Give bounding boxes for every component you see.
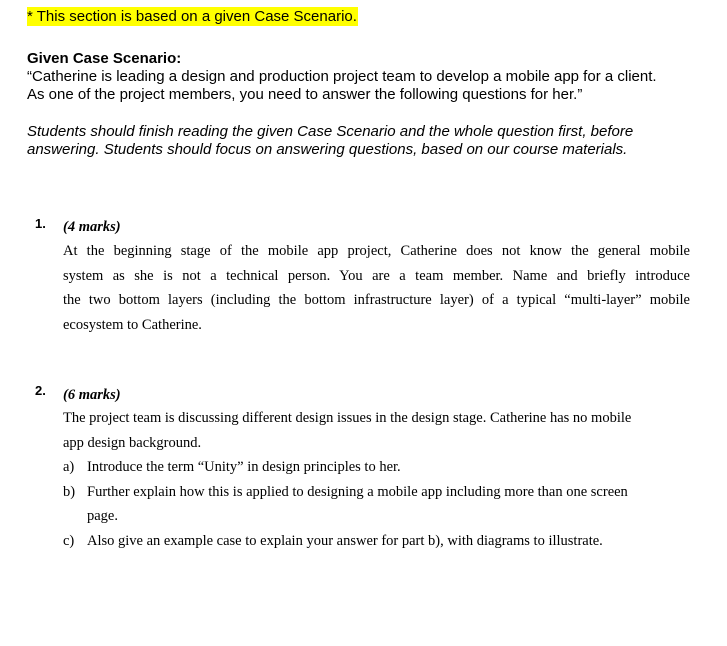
part-line: page.: [87, 508, 118, 524]
scenario-line: “Catherine is leading a design and production project team to develop a mobile app for a client.: [27, 68, 657, 85]
question-2-part-a: [63, 455, 690, 480]
question-1-number: 1.: [35, 216, 46, 231]
section-note: * This section is based on a given Case Scenario.: [27, 8, 357, 25]
question-2-body: [63, 406, 690, 553]
question-1-body: [63, 239, 690, 337]
question-2-line: The project team is discussing different design issues in the design stage. Catherine has no mobile: [63, 410, 632, 426]
scenario-text: [27, 68, 707, 104]
instructions: [27, 123, 707, 159]
instruction-line: Students should finish reading the given Case Scenario and the whole question first, before: [27, 123, 634, 140]
part-label: a): [63, 459, 75, 475]
question-1-line: At the beginning stage of the mobile app project, Catherine does not know the general mobile: [63, 243, 690, 259]
part-line: Also give an example case to explain your answer for part b), with diagrams to illustrate.: [87, 532, 603, 549]
question-2-marks: (6 marks): [63, 387, 121, 403]
question-2-number: 2.: [35, 383, 46, 398]
question-2-part-b: [63, 480, 690, 505]
question-2-line: app design background.: [63, 434, 202, 451]
question-1-marks: (4 marks): [63, 219, 121, 235]
instruction-line: answering. Students should focus on answering questions, based on our course materials.: [27, 141, 628, 158]
part-line: Further explain how this is applied to designing a mobile app including more than one screen: [87, 483, 628, 500]
question-1-line: the two bottom layers (including the bottom infrastructure layer) of a typical “multi-layer” mobile: [63, 292, 690, 308]
part-line: Introduce the term “Unity” in design principles to her.: [87, 459, 401, 475]
scenario-heading: Given Case Scenario:: [27, 50, 182, 67]
question-1-line: ecosystem to Catherine.: [63, 316, 202, 333]
question-2-part-c: [63, 529, 690, 554]
part-label: b): [63, 483, 76, 500]
scenario-line: As one of the project members, you need to answer the following questions for her.”: [27, 86, 583, 103]
part-label: c): [63, 532, 75, 549]
question-1-line: system as she is not a technical person. You are a team member. Name and briefly introduce: [63, 267, 690, 284]
